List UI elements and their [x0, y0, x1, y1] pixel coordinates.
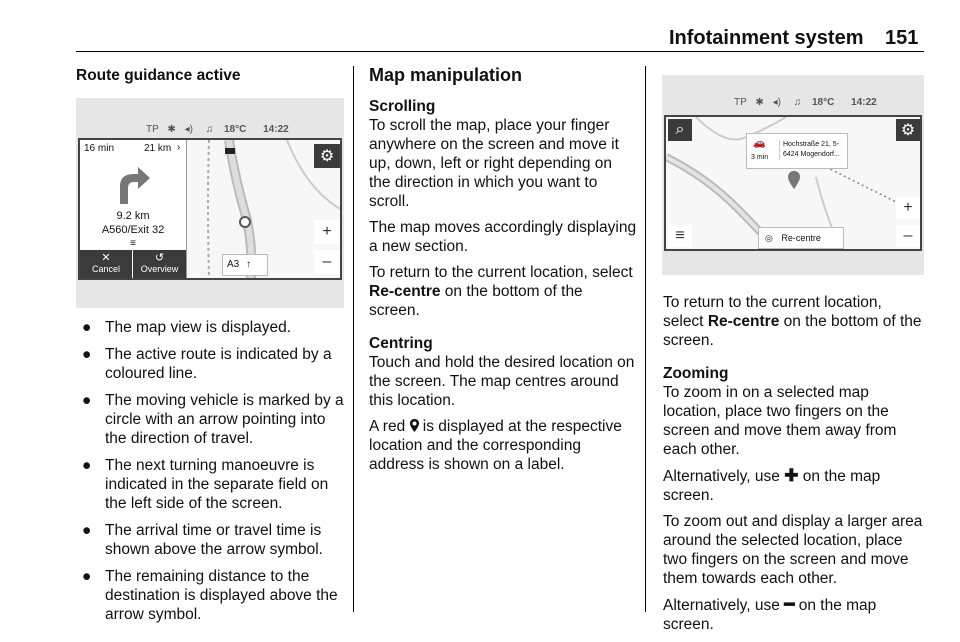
- bluetooth-icon: ✱: [755, 97, 764, 108]
- search-icon[interactable]: ⌕: [668, 119, 692, 141]
- music-icon: ♫: [205, 124, 214, 135]
- music-icon: ♫: [793, 97, 802, 108]
- zoom-out-icon[interactable]: –: [314, 250, 340, 274]
- menu-icon[interactable]: ≡: [668, 225, 692, 247]
- car-icon: 🚗: [753, 138, 766, 149]
- road-name: A560/Exit 32: [101, 224, 165, 236]
- temperature: 18°C: [223, 124, 247, 135]
- volume-icon: ◂): [184, 124, 193, 135]
- list-icon[interactable]: ≡: [130, 238, 136, 249]
- zoom-paragraph-3: To zoom out and display a larger area around the selected location, place two fingers on the screen and move them towards each other.: [663, 513, 923, 587]
- zoom-paragraph-4: Alternatively, use ━ on the map screen.: [663, 595, 877, 633]
- scrolling-paragraph-2: The map moves accordingly displaying a new section.: [369, 219, 637, 255]
- list-item: ● The map view is displayed.: [82, 319, 292, 336]
- zoom-in-icon[interactable]: +: [896, 197, 920, 219]
- zoom-paragraph-2: Alternatively, use ✚ on the map screen.: [663, 466, 881, 504]
- nav-screen: [78, 138, 342, 280]
- close-icon: ✕: [101, 252, 111, 264]
- remaining-distance: 21 km: [144, 143, 172, 154]
- address-label[interactable]: [746, 133, 848, 169]
- plus-icon: ✚: [784, 466, 799, 485]
- tp-indicator: TP: [146, 124, 159, 135]
- zooming-heading: Zooming: [663, 365, 729, 382]
- right-column: [663, 293, 925, 641]
- turn-distance: 9.2 km: [116, 210, 150, 222]
- recentre-button[interactable]: [758, 227, 844, 249]
- list-item: ● The active route is indicated by a coloured line.: [82, 346, 332, 382]
- settings-gear-icon[interactable]: ⚙: [314, 144, 340, 168]
- recentre-label: Re-centre: [781, 233, 821, 243]
- cancel-button[interactable]: [80, 250, 132, 278]
- list-item: ● The next turning manoeuvre is indicated in the separate field on the left side of the screen.: [82, 457, 329, 512]
- road-sign-label: A3: [227, 259, 240, 270]
- page-number: 151: [885, 27, 919, 49]
- turn-sign-icon: ↑: [246, 259, 252, 270]
- label-address: Hochstraße 21, 5- 6424 Mogendorf...: [779, 140, 840, 160]
- zoom-in-icon[interactable]: +: [314, 220, 340, 244]
- scrolling-paragraph-1: To scroll the map, place your finger anywhere on the screen and move it up, down, left or right depending on the direction in which you want to scroll.: [369, 117, 619, 210]
- column-divider-2: [645, 66, 646, 612]
- location-pin-icon: [410, 419, 419, 432]
- status-bar: [146, 124, 289, 135]
- settings-gear-icon[interactable]: ⚙: [896, 119, 920, 141]
- scrolling-paragraph-3: To return to the current location, select Re-centre on the bottom of the screen.: [369, 264, 633, 319]
- overview-button[interactable]: [133, 250, 186, 278]
- map-manipulation-heading: Map manipulation: [369, 65, 522, 85]
- centring-heading: Centring: [369, 335, 433, 352]
- bluetooth-icon: ✱: [167, 124, 176, 135]
- label-time: 3 min: [751, 154, 769, 161]
- turn-panel: [80, 140, 187, 278]
- tp-indicator: TP: [734, 97, 747, 108]
- route-guidance-heading: Route guidance active: [76, 67, 241, 84]
- nav-screen: [664, 115, 922, 251]
- zoom-out-icon[interactable]: –: [896, 225, 920, 247]
- header-rule: [76, 51, 924, 52]
- list-item: ● The arrival time or travel time is shown above the arrow symbol.: [82, 522, 323, 558]
- centring-paragraph-2: A red is displayed at the respective location and the corresponding address is shown on a label.: [369, 418, 622, 473]
- page-header-title: Infotainment system: [669, 27, 864, 49]
- clock: 14:22: [263, 124, 289, 135]
- middle-column: [369, 66, 637, 481]
- turn-right-arrow-icon: [112, 162, 156, 206]
- recentre-paragraph: To return to the current location, select Re-centre on the bottom of the screen.: [663, 294, 922, 349]
- recentre-icon: ◎: [765, 233, 773, 243]
- route-overview-icon: ↺: [154, 252, 165, 264]
- scrolling-heading: Scrolling: [369, 98, 436, 115]
- route-guidance-screenshot: [76, 98, 344, 308]
- volume-icon: ◂): [772, 97, 781, 108]
- status-bar: [734, 97, 877, 108]
- left-column: [76, 66, 346, 85]
- chevron-right-icon[interactable]: ›: [177, 142, 181, 153]
- clock: 14:22: [851, 97, 877, 108]
- zoom-paragraph-1: To zoom in on a selected map location, place two fingers on the screen and move them away from each other.: [663, 384, 897, 458]
- list-item: ● The remaining distance to the destination is displayed above the arrow symbol.: [82, 568, 338, 623]
- recentre-screenshot: [662, 75, 924, 275]
- centring-paragraph-1: Touch and hold the desired location on the screen. The map centres around this location.: [369, 354, 635, 409]
- list-item: ● The moving vehicle is marked by a circle with an arrow pointing into the direction of travel.: [82, 392, 344, 447]
- travel-time: 16 min: [84, 143, 115, 154]
- cancel-label: Cancel: [91, 264, 120, 274]
- column-divider-1: [353, 66, 354, 612]
- minus-icon: ━: [784, 595, 795, 614]
- left-bullets: [76, 318, 344, 632]
- overview-label: Overview: [140, 264, 179, 274]
- road-sign: [222, 254, 268, 276]
- temperature: 18°C: [811, 97, 835, 108]
